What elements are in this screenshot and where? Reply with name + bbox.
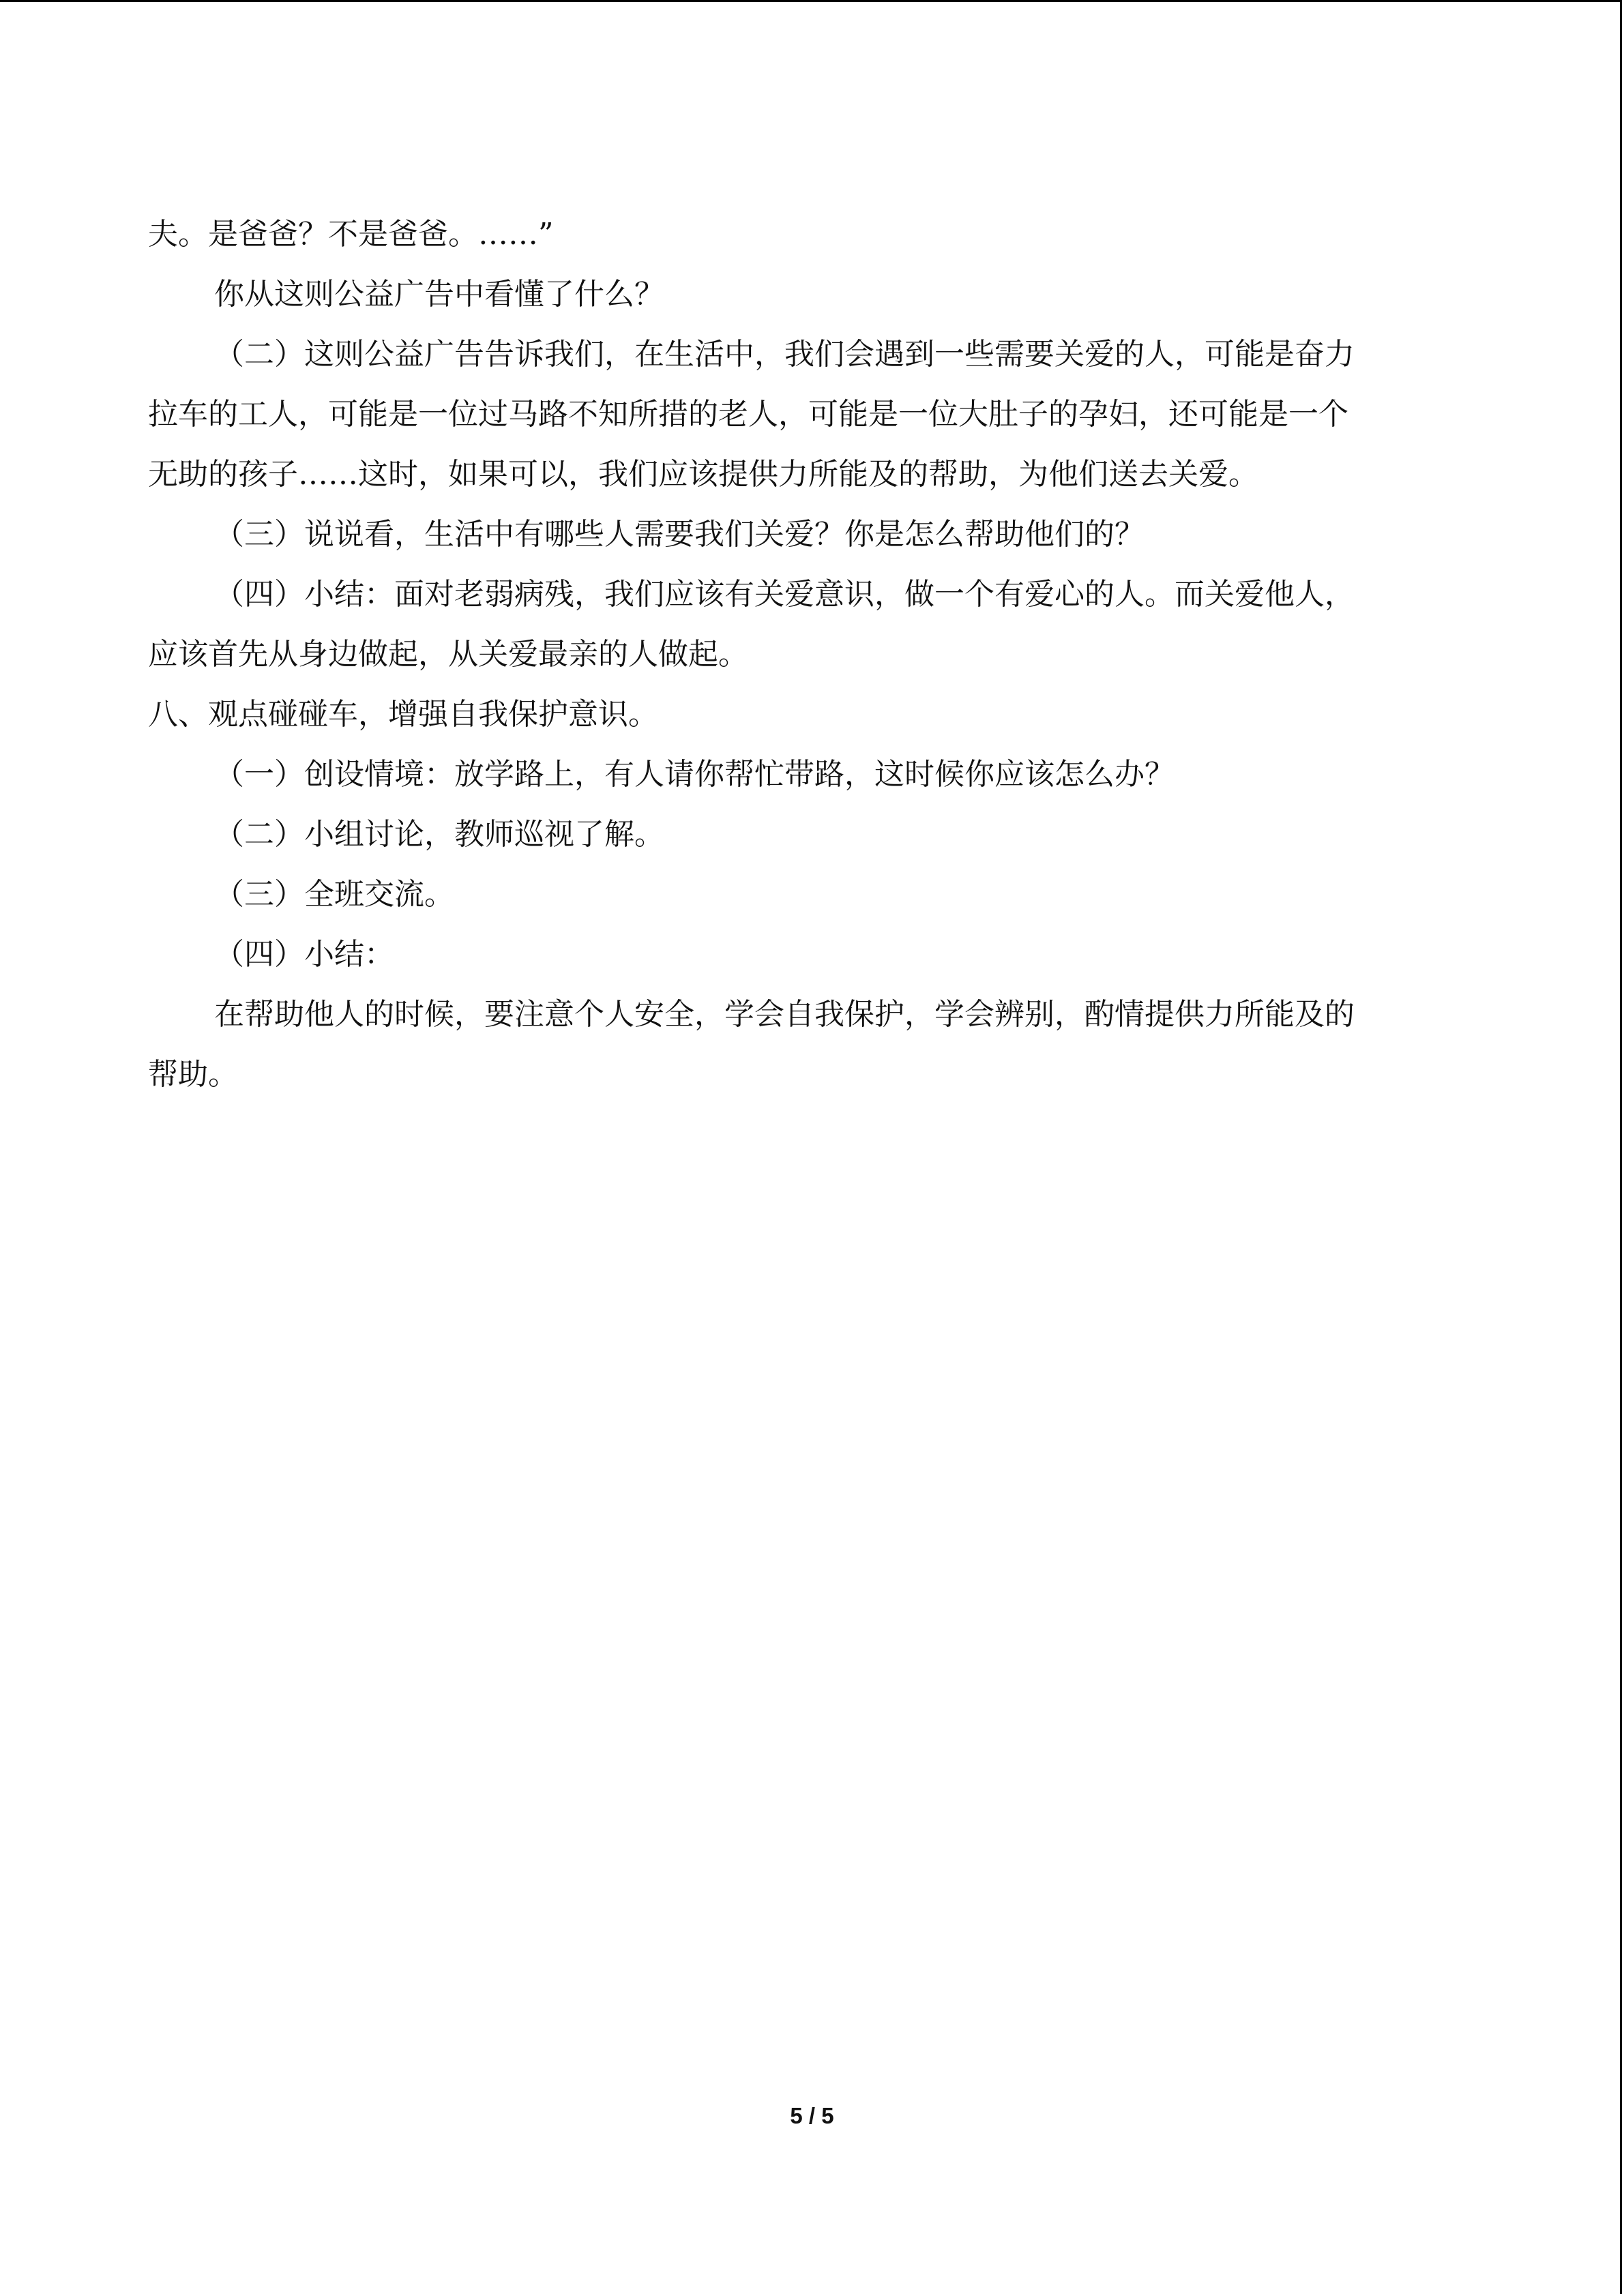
text-line-section-2-cont-2: 无助的孩子……这时，如果可以，我们应该提供力所能及的帮助，为他们送去关爱。 xyxy=(148,457,1258,492)
heading-part-8: 八、观点碰碰车，增强自我保护意识。 xyxy=(148,697,658,732)
text-line-continuation: 夫。是爸爸？不是爸爸。……” xyxy=(148,217,554,252)
text-line-section-3: （三）说说看，生活中有哪些人需要我们关爱？你是怎么帮助他们的？ xyxy=(214,517,1145,552)
text-line-part-8-item-2: （二）小组讨论，教师巡视了解。 xyxy=(214,817,664,852)
text-line-part-8-item-4: （四）小结： xyxy=(214,937,394,972)
text-line-summary-start: 在帮助他人的时候，要注意个人安全，学会自我保护，学会辨别，酌情提供力所能及的 xyxy=(214,997,1355,1032)
text-line-section-2-start: （二）这则公益广告告诉我们，在生活中，我们会遇到一些需要关爱的人，可能是奋力 xyxy=(214,337,1355,372)
text-line-part-8-item-3: （三）全班交流。 xyxy=(214,877,454,912)
page-number: 5 / 5 xyxy=(790,2103,834,2128)
document-body xyxy=(148,205,1458,1105)
text-line-section-4-cont: 应该首先从身边做起，从关爱最亲的人做起。 xyxy=(148,637,748,672)
text-line-question: 你从这则公益广告中看懂了什么？ xyxy=(214,277,664,312)
text-line-section-2-cont-1: 拉车的工人，可能是一位过马路不知所措的老人，可能是一位大肚子的孕妇，还可能是一个 xyxy=(148,397,1348,432)
text-line-summary-end: 帮助。 xyxy=(148,1057,238,1092)
text-line-part-8-item-1: （一）创设情境：放学路上，有人请你帮忙带路，这时候你应该怎么办？ xyxy=(214,757,1175,792)
text-line-section-4-start: （四）小结：面对老弱病残，我们应该有关爱意识，做一个有爱心的人。而关爱他人， xyxy=(214,577,1355,612)
